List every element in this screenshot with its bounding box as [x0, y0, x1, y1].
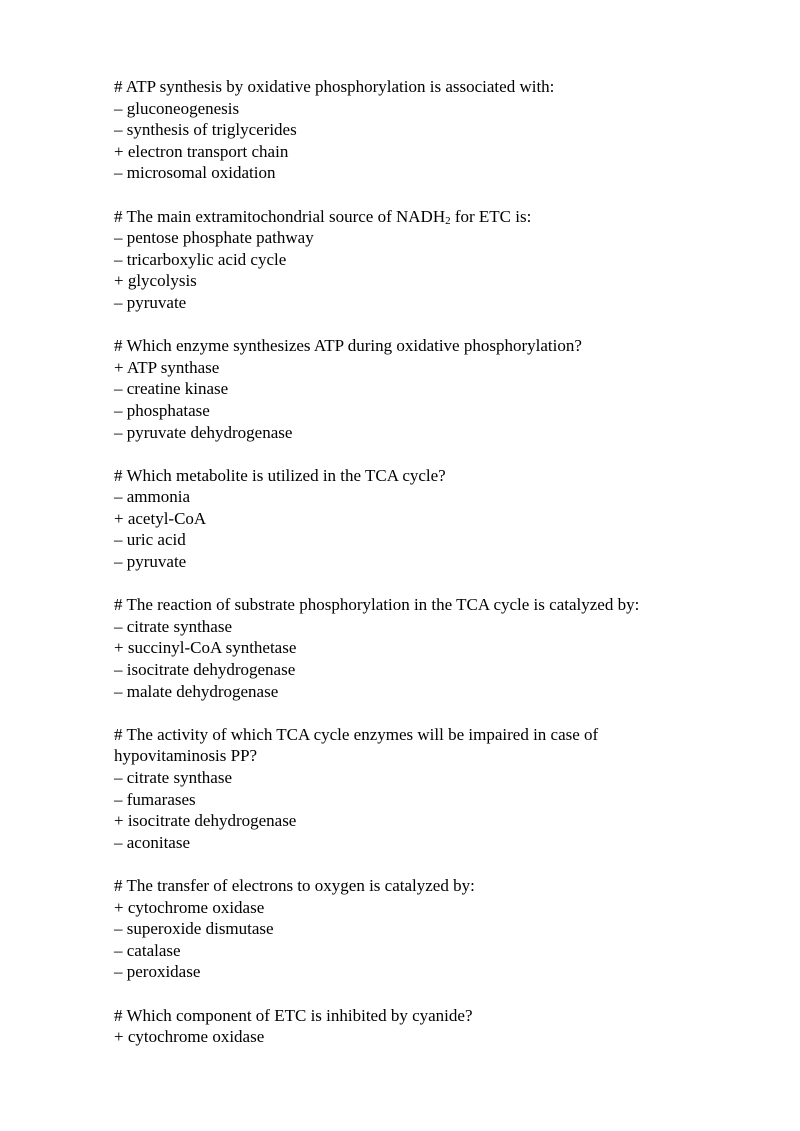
answer-option: – aconitase	[114, 832, 190, 852]
question-5	[114, 594, 674, 702]
question-text: # The activity of which TCA cycle enzymes will be impaired in case of hypovitaminosis PP?	[114, 724, 599, 766]
answer-option: – creatine kinase	[114, 379, 229, 399]
answer-option: – citrate synthase	[114, 768, 233, 787]
answer-option: + glycolysis	[114, 271, 197, 291]
question-2	[114, 206, 674, 314]
answer-option: – catalase	[114, 940, 181, 960]
question-3	[114, 335, 674, 443]
answer-option: – uric acid	[114, 530, 186, 550]
answer-option: + succinyl-CoA synthetase	[114, 638, 297, 658]
question-6	[114, 724, 674, 854]
question-1	[114, 76, 674, 184]
answer-option: – malate dehydrogenase	[114, 681, 279, 701]
answer-option: – peroxidase	[114, 962, 201, 982]
subscript-2: 2	[445, 214, 451, 227]
question-text-tail: for ETC is:	[450, 206, 532, 226]
question-text: # Which metabolite is utilized in the TCA cycle?	[114, 465, 446, 485]
answer-option: – superoxide dismutase	[114, 919, 274, 939]
question-text: # ATP synthesis by oxidative phosphorylation is associated with:	[114, 77, 555, 96]
question-text: # The reaction of substrate phosphorylation in the TCA cycle is catalyzed by:	[114, 595, 640, 615]
answer-option: – microsomal oxidation	[114, 163, 276, 183]
answer-option: + acetyl-CoA	[114, 508, 207, 528]
answer-option: – gluconeogenesis	[114, 98, 240, 118]
question-text: # Which component of ETC is inhibited by cyanide?	[114, 1005, 473, 1025]
question-7	[114, 875, 674, 983]
answer-option: + cytochrome oxidase	[114, 897, 265, 917]
answer-option: – pyruvate	[114, 292, 187, 312]
answer-option: – phosphatase	[114, 400, 210, 420]
answer-option: + electron transport chain	[114, 141, 289, 161]
question-8	[114, 1005, 674, 1048]
answer-option: – ammonia	[114, 487, 191, 507]
answer-option: – pyruvate	[114, 552, 187, 572]
answer-option: – synthesis of triglycerides	[114, 120, 297, 140]
answer-option: + cytochrome oxidase	[114, 1027, 265, 1047]
question-4	[114, 465, 674, 573]
question-text: # The transfer of electrons to oxygen is catalyzed by:	[114, 875, 475, 895]
question-text-main: # The main extramitochondrial source of NADH	[114, 206, 446, 226]
document-page	[114, 76, 674, 1069]
answer-option: – tricarboxylic acid cycle	[114, 249, 287, 269]
answer-option: + isocitrate dehydrogenase	[114, 811, 297, 831]
question-text: # Which enzyme synthesizes ATP during oxidative phosphorylation?	[114, 336, 582, 356]
question-text	[114, 206, 674, 228]
answer-option: – pentose phosphate pathway	[114, 228, 314, 248]
answer-option: – pyruvate dehydrogenase	[114, 422, 293, 442]
answer-option: – citrate synthase	[114, 616, 233, 636]
answer-option: – fumarases	[114, 789, 196, 809]
answer-option: – isocitrate dehydrogenase	[114, 660, 296, 680]
answer-option: + ATP synthase	[114, 357, 220, 377]
